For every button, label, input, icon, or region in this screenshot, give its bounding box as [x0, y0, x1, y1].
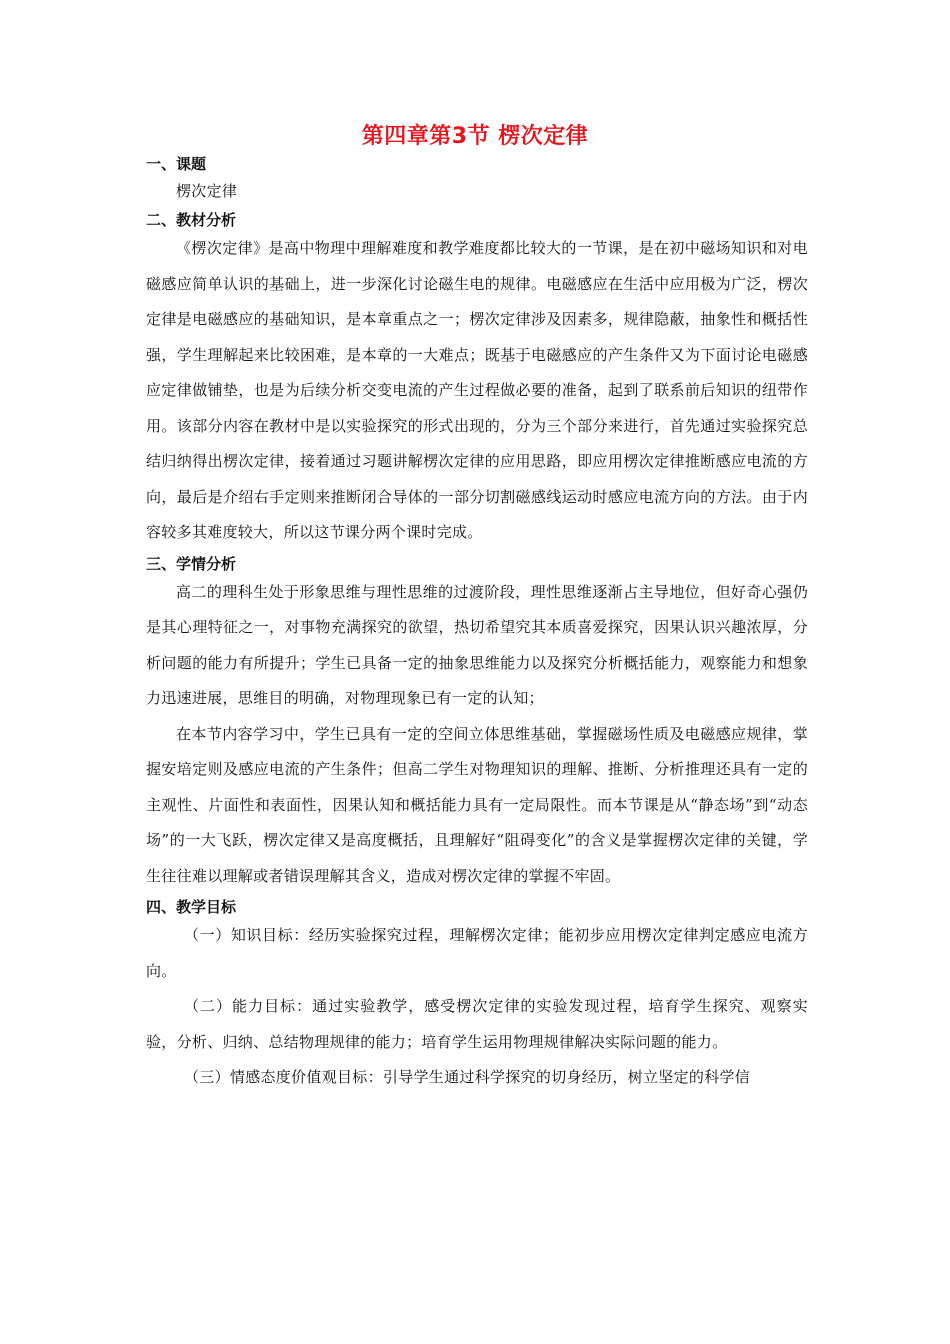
section-paragraph-student-1: 高二的理科生处于形象思维与理性思维的过渡阶段，理性思维逐渐占主导地位，但好奇心强仍是其心理特征之一，对事物充满探究的欲望，热切希望究其本质喜爱探究，因果认识兴趣浓厚，分析问题的能力有所提升；学生已具备一定的抽象思维能力以及探究分析概括能力，观察能力和想象力迅速进展，思维目的明确，对物理现象已有一定的认知；	[146, 582, 808, 707]
section-paragraph-student-2: 在本节内容学习中，学生已具有一定的空间立体思维基础，掌握磁场性质及电磁感应规律，掌握安培定则及感应电流的产生条件；但高二学生对物理知识的理解、推断、分析推理还具有一定的主观性、片面性和表面性，因果认知和概括能力具有一定局限性。而本节课是从“静态场”到“动态场”的一大飞跃，楞次定律又是高度概括，且理解好“阻碍变化”的含义是掌握楞次定律的关键，学生往往难以理解或者错误理解其含义，造成对楞次定律的掌握不牢固。	[146, 724, 808, 885]
document-body	[146, 151, 808, 1096]
page-title: 第四章第3节 楞次定律	[361, 124, 589, 149]
section-student-analysis	[146, 551, 808, 895]
section-heading-topic: 一、课题	[146, 155, 207, 173]
section-topic	[146, 151, 808, 207]
section-teaching-goals	[146, 894, 808, 1096]
section-heading-student-analysis: 三、学情分析	[146, 554, 237, 573]
goal-attitude: （三）情感态度价值观目标：引导学生通过科学探究的切身经历，树立坚定的科学信	[184, 1068, 751, 1086]
goal-knowledge: （一）知识目标：经历实验探究过程，理解楞次定律；能初步应用楞次定律判定感应电流方向。	[146, 926, 808, 980]
section-heading-teaching-goals: 四、教学目标	[146, 898, 237, 916]
section-heading-material-analysis: 二、教材分析	[146, 211, 237, 229]
goal-ability: （二）能力目标：通过实验教学，感受楞次定律的实验发现过程，培育学生探究、观察实验，分析、归纳、总结物理规律的能力；培育学生运用物理规律解决实际问题的能力。	[146, 997, 808, 1051]
section-text-material-analysis: 《楞次定律》是高中物理中理解难度和教学难度都比较大的一节课，是在初中磁场知识和对电磁感应简单认识的基础上，进一步深化讨论磁生电的规律。电磁感应在生活中应用极为广泛，楞次定律是电磁感应的基础知识，是本章重点之一；楞次定律涉及因素多，规律隐蔽，抽象性和概括性强，学生理解起来比较困难，是本章的一大难点；既基于电磁感应的产生条件又为下面讨论电磁感应定律做铺垫，也是为后续分析交变电流的产生过程做必要的准备，起到了联系前后知识的纽带作用。该部分内容在教材中是以实验探究的形式出现的，分为三个部分来进行，首先通过实验探究总结归纳得出楞次定律，接着通过习题讲解楞次定律的应用思路，即应用楞次定律推断感应电流的方向，最后是介绍右手定则来推断闭合导体的一部分切割磁感线运动时感应电流方向的方法。由于内容较多其难度较大，所以这节课分两个课时完成。	[146, 239, 808, 541]
section-text-topic: 楞次定律	[176, 182, 238, 200]
section-material-analysis	[146, 207, 808, 551]
